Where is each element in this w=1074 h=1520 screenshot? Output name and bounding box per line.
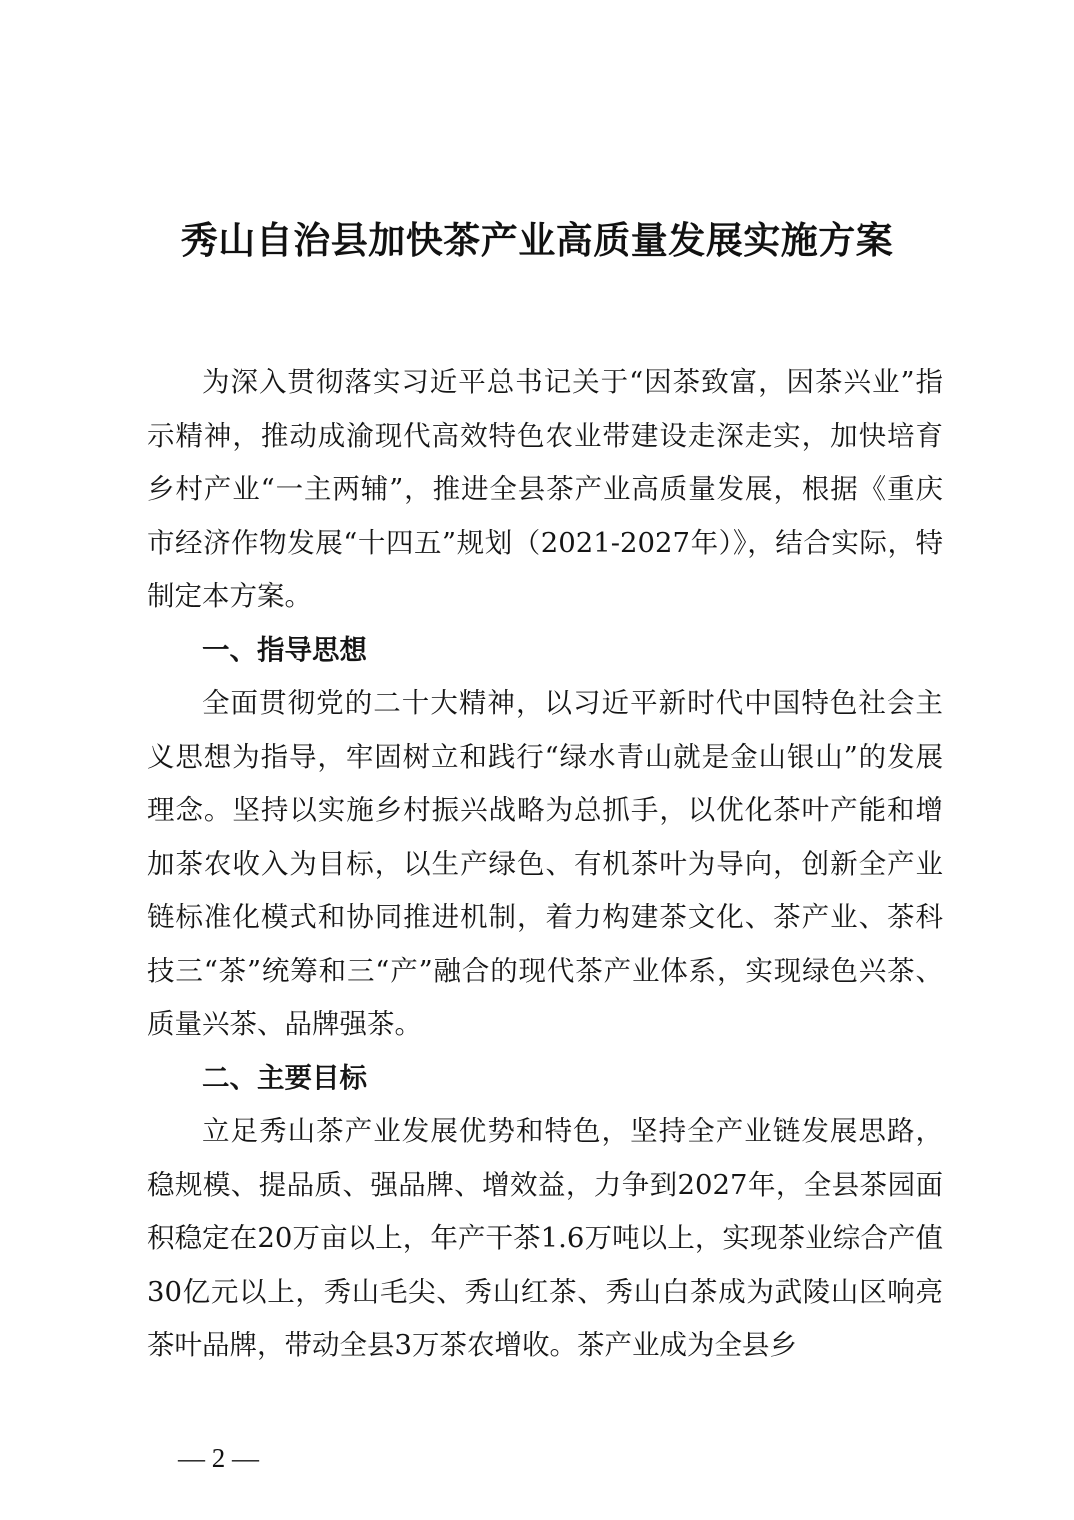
document-body xyxy=(147,356,943,1373)
guiding-ideology-paragraph: 全面贯彻党的二十大精神，以习近平新时代中国特色社会主义思想为指导，牢固树立和践行“绿水青山就是金山银山”的发展理念。坚持以实施乡村振兴战略为总抓手，以优化茶叶产能和增加茶农收入为目标，以生产绿色、有机茶叶为导向，创新全产业链标准化模式和协同推进机制，着力构建茶文化、茶产业、茶科技三“茶”统筹和三“产”融合的现代茶产业体系，实现绿色兴茶、质量兴茶、品牌强茶。 xyxy=(147,687,943,1040)
page-number: — 2 — xyxy=(178,1443,259,1473)
document-title: 秀山自治县加快茶产业高质量发展实施方案 xyxy=(180,218,894,262)
section-heading-guiding-ideology: 一、指导思想 xyxy=(202,633,367,666)
section-heading-main-goals: 二、主要目标 xyxy=(202,1061,367,1094)
intro-paragraph: 为深入贯彻落实习近平总书记关于“因茶致富，因茶兴业”指示精神，推动成渝现代高效特色农业带建设走深走实，加快培育乡村产业“一主两辅”，推进全县茶产业高质量发展，根据《重庆市经济作物发展“十四五”规划（2021-2027年）》，结合实际，特制定本方案。 xyxy=(147,366,943,612)
main-goals-paragraph: 立足秀山茶产业发展优势和特色，坚持全产业链发展思路，稳规模、提品质、强品牌、增效益，力争到2027年，全县茶园面积稳定在20万亩以上，年产干茶1.6万吨以上，实现茶业综合产值30亿元以上，秀山毛尖、秀山红茶、秀山白茶成为武陵山区响亮茶叶品牌，带动全县3万茶农增收。茶产业成为全县乡 xyxy=(147,1115,943,1361)
